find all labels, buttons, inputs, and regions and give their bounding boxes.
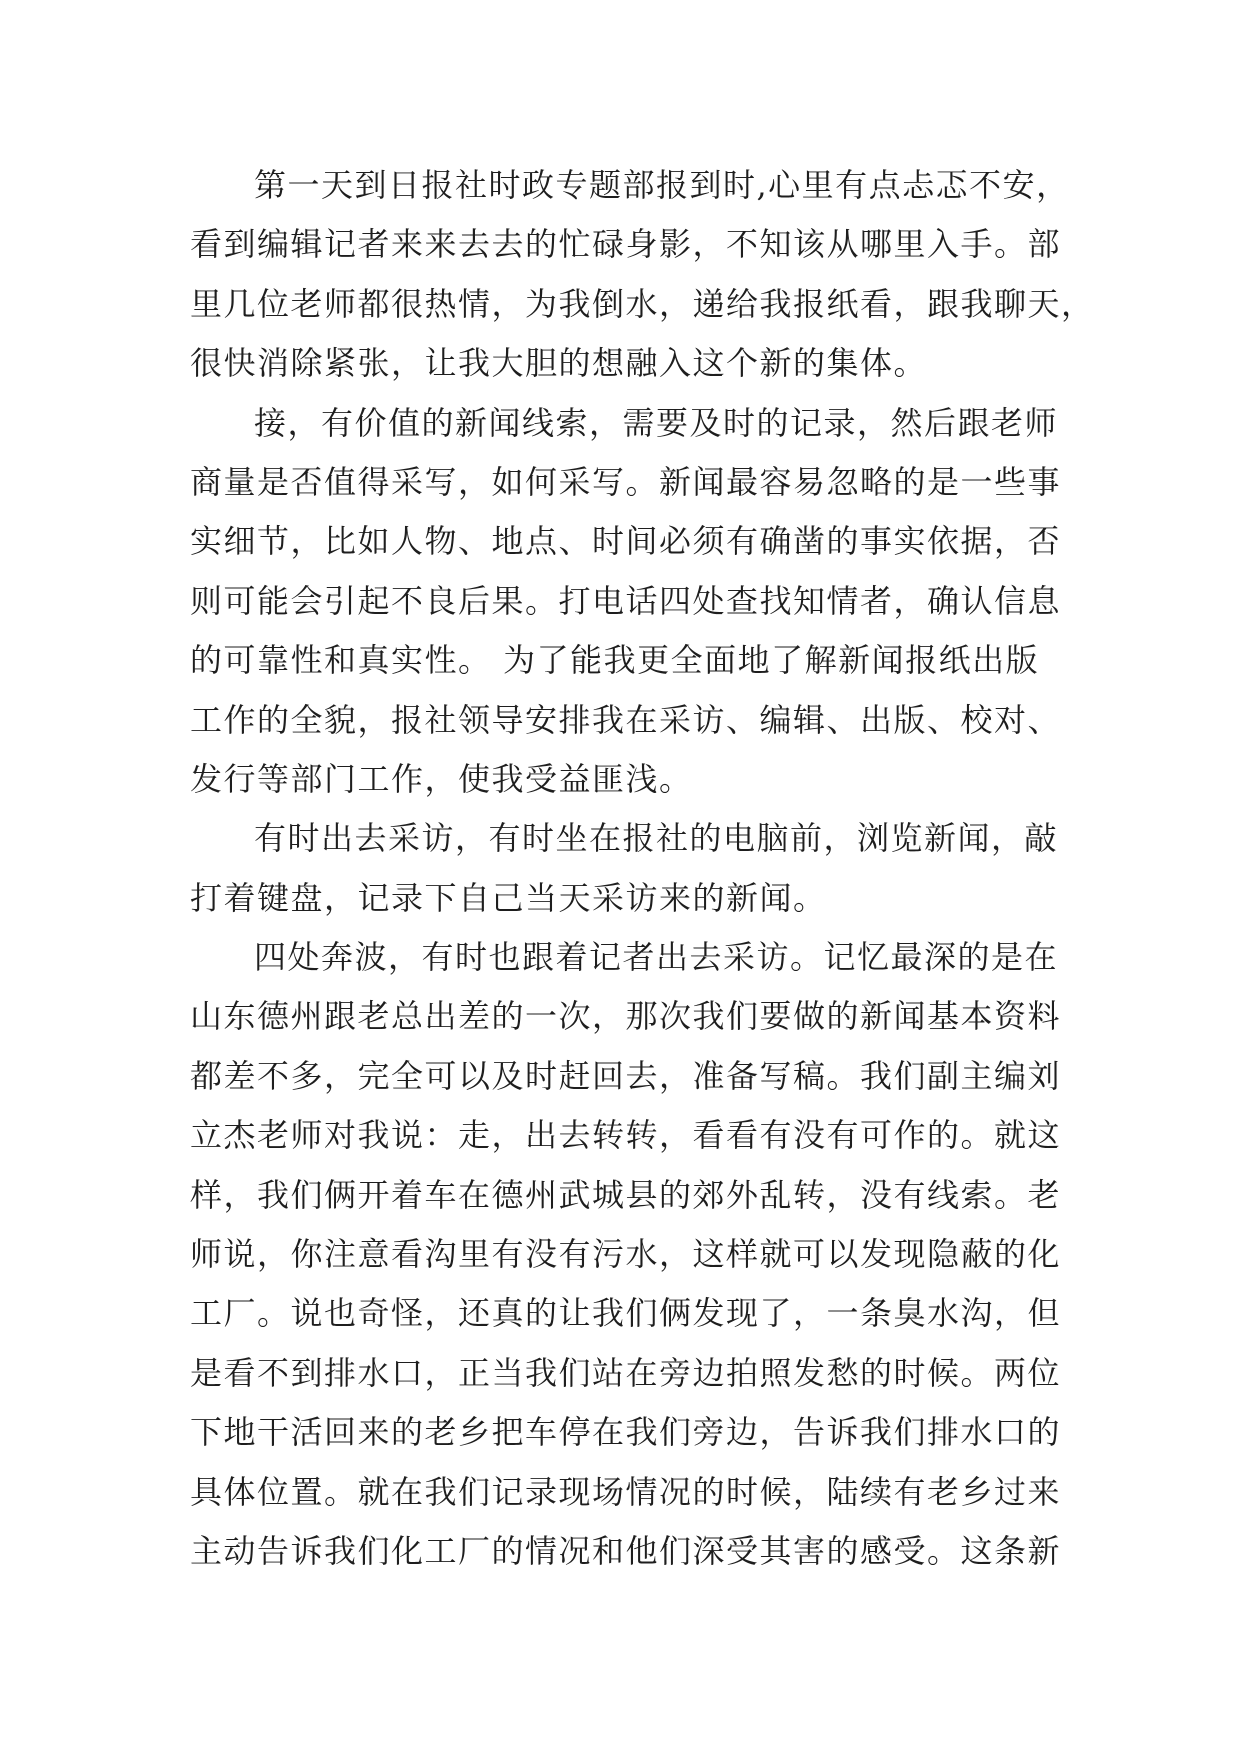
body-text — [190, 156, 1095, 1581]
text-line: 商量是否值得采写，如何采写。新闻最容易忽略的是一些事 — [190, 462, 1062, 501]
text-line: 山东德州跟老总出差的一次，那次我们要做的新闻基本资料 — [190, 997, 1062, 1036]
paragraph-3 — [190, 809, 1070, 928]
text-line: 具体位置。就在我们记录现场情况的时候，陆续有老乡过来 — [190, 1472, 1062, 1511]
text-line: 是看不到排水口，正当我们站在旁边拍照发愁的时候。两位 — [190, 1353, 1062, 1392]
text-line: 工作的全貌，报社领导安排我在采访、编辑、出版、校对、 — [190, 700, 1062, 739]
text-line: 师说，你注意看沟里有没有污水，这样就可以发现隐蔽的化 — [190, 1235, 1062, 1274]
text-line: 则可能会引起不良后果。打电话四处查找知情者，确认信息 — [190, 581, 1062, 620]
text-line: 打着键盘，记录下自己当天采访来的新闻。 — [190, 878, 827, 917]
paragraph-2 — [190, 394, 1070, 810]
text-line: 立杰老师对我说：走，出去转转，看看有没有可作的。就这 — [190, 1116, 1062, 1155]
text-line: 发行等部门工作，使我受益匪浅。 — [190, 759, 693, 798]
text-line: 下地干活回来的老乡把车停在我们旁边，告诉我们排水口的 — [190, 1413, 1062, 1452]
text-line: 主动告诉我们化工厂的情况和他们深受其害的感受。这条新 — [190, 1531, 1062, 1570]
text-line: 很快消除紧张，让我大胆的想融入这个新的集体。 — [190, 344, 928, 383]
paragraph-4 — [190, 928, 1070, 1581]
text-line: 都差不多，完全可以及时赶回去，准备写稿。我们副主编刘 — [190, 1056, 1062, 1095]
text-line: 工厂。说也奇怪，还真的让我们俩发现了，一条臭水沟，但 — [190, 1294, 1062, 1333]
text-line: 样，我们俩开着车在德州武城县的郊外乱转，没有线索。老 — [190, 1175, 1062, 1214]
text-line: 四处奔波，有时也跟着记者出去采访。记忆最深的是在 — [254, 938, 1059, 977]
text-line: 里几位老师都很热情，为我倒水，递给我报纸看，跟我聊天， — [190, 284, 1095, 323]
text-line: 看到编辑记者来来去去的忙碌身影，不知该从哪里入手。部 — [190, 225, 1062, 264]
text-line: 有时出去采访，有时坐在报社的电脑前，浏览新闻，敲 — [254, 819, 1059, 858]
text-line: 实细节，比如人物、地点、时间必须有确凿的事实依据，否 — [190, 522, 1062, 561]
paragraph-1 — [190, 156, 1095, 394]
text-line: 的可靠性和真实性。 为了能我更全面地了解新闻报纸出版 — [190, 641, 1040, 680]
text-line: 第一天到日报社时政专题部报到时,心里有点忐忑不安， — [254, 166, 1070, 204]
text-line: 接，有价值的新闻线索，需要及时的记录，然后跟老师 — [254, 403, 1059, 442]
